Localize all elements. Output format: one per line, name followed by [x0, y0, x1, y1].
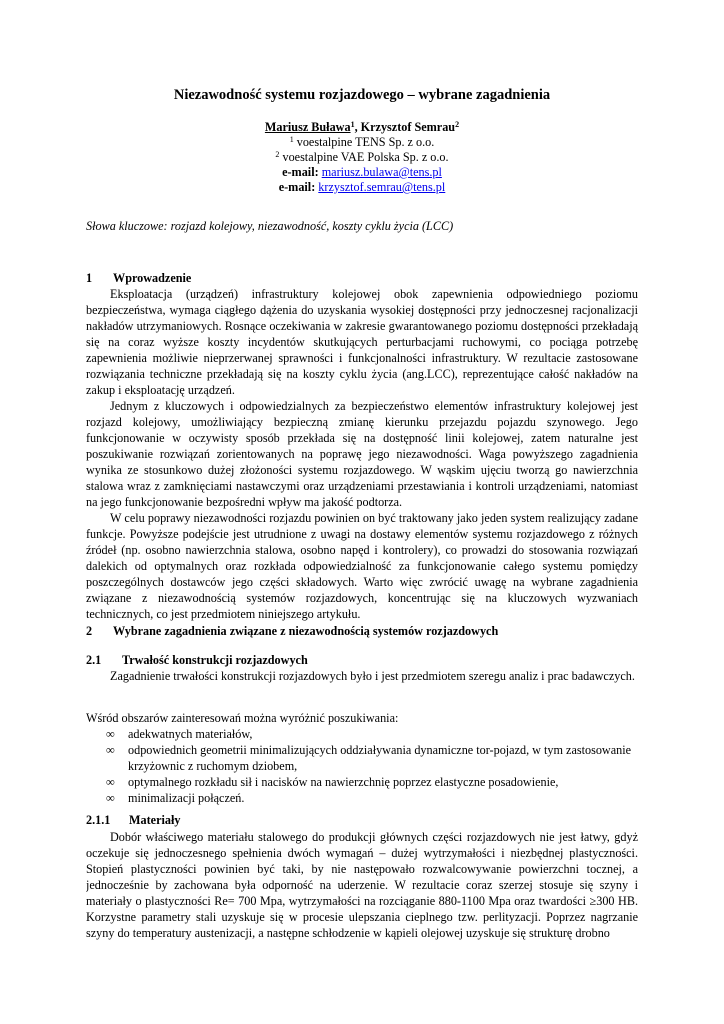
- list-item-text: minimalizacji połączeń.: [128, 791, 245, 805]
- section-number: 2: [86, 624, 93, 638]
- author-names: [0, 120, 724, 135]
- affiliation-2: [0, 150, 724, 165]
- section-2-1-paragraph-2: Wśród obszarów zainteresowań można wyróżnić poszukiwania:: [86, 711, 399, 725]
- research-areas-list: [86, 726, 646, 806]
- affiliation-1-mark: 1: [289, 135, 294, 144]
- affiliation-2-text: voestalpine VAE Polska Sp. z o.o.: [282, 150, 449, 164]
- email-label: e-mail:: [282, 165, 322, 179]
- list-item: [86, 726, 646, 742]
- bullet-icon: ∞: [106, 775, 115, 789]
- list-item: [86, 790, 646, 806]
- author-2-affiliation-mark: 2: [455, 120, 460, 129]
- author-1: Mariusz Buława: [264, 120, 351, 134]
- section-2-1-heading: [86, 652, 308, 668]
- email-label: e-mail:: [278, 180, 319, 194]
- affiliation-1-text: voestalpine TENS Sp. z o.o.: [296, 135, 435, 149]
- list-item-text: odpowiednich geometrii minimalizujących oddziaływania dynamiczne tor-pojazd, w tym zastosowanie krzyżownic z ruchomym dziobem,: [128, 743, 632, 773]
- section-1-heading: [86, 270, 191, 286]
- keywords: Słowa kluczowe: rozjazd kolejowy, niezawodność, koszty cyklu życia (LCC): [86, 219, 454, 233]
- list-item-text: optymalnego rozkładu sił i nacisków na nawierzchnię poprzez elastyczne posadowienie,: [128, 775, 559, 789]
- section-2-heading: [86, 623, 498, 639]
- email-line-1: [0, 165, 724, 180]
- list-item: [86, 774, 646, 790]
- list-item: [86, 742, 646, 774]
- section-2-1-1-paragraph-1: Dobór właściwego materiału stalowego do produkcji głównych części rozjazdowych nie jest łatwy, gdyż oczekuje się jednoczesnego spełnienia dwóch wymagań – dużej wytrzymałości i niezbędnej plastyczności. Stopień plastyczności powinien być taki, by nie następowało rozwalcowywanie powierzchni tocznej, a jednocześnie by zachowana była odporność na uderzenie. W rezultacie coraz szerzej stosuje się szyny i materiały o plastyczności Re= 700 Mpa, wytrzymałości na rozciąganie 880-1100 Mpa oraz twardości ≥300 HB. Korzystne parametry stali uzyskuje się w procesie ulepszania cieplnego tzw. perlityzacji. Poprzez nagrzanie szyny do temperatury austenizacji, a następne schłodzenie w kąpieli olejowej uzyskuje się strukturę drobno: [86, 830, 638, 940]
- bullet-icon: ∞: [106, 727, 115, 741]
- section-title: Wprowadzenie: [113, 271, 192, 285]
- paper-title: Niezawodność systemu rozjazdowego – wybrane zagadnienia: [173, 87, 551, 103]
- affiliation-1: [0, 135, 724, 150]
- author-1-affiliation-mark: 1: [350, 120, 355, 129]
- email-link-2[interactable]: krzysztof.semrau@tens.pl: [318, 180, 446, 194]
- section-1-paragraph-3: W celu poprawy niezawodności rozjazdu powinien on być traktowany jako jeden system realizujący zadane funkcje. Powyższe podejście jest utrudnione z uwagi na dostawy elementów systemu rozjazdowego z różnych źródeł (np. osobno nawierzchnia stalowa, osobno napęd i kontrolery), co prowadzi do stosowania rozwiązań dalekich od optymalnych oraz rozkłada odpowiedzialność za funkcjonowanie całego systemu pomiędzy poszczególnych dostawców jego części składowych. Warto więc zwrócić uwagę na wybrane zagadnienia związane z niezawodnością systemów rozjazdowych, koncentrując się na kluczowych wyzwaniach technicznych, co jest przedmiotem niniejszego artykułu.: [86, 511, 638, 621]
- list-item-text: adekwatnych materiałów,: [128, 727, 253, 741]
- email-link-1[interactable]: mariusz.bulawa@tens.pl: [321, 165, 442, 179]
- section-1-paragraph-1: Eksploatacja (urządzeń) infrastruktury kolejowej obok zapewnienia odpowiedniego poziomu bezpieczeństwa, wymaga ciągłego dążenia do uzyskania wysokiej dostępności przy jednoczesnej racjonalizacji nakładów utrzymaniowych. Rosnące oczekiwania w zakresie gwarantowanego poziomu dostępności przekładają się na coraz wyższe koszty incydentów skutkujących perturbacjami ruchowymi, co pociąga potrzebę zapewnienia możliwie nieprzerwanej sprawności i funkcjonalności infrastruktury. W rezultacie zastosowane rozwiązania techniczne przekładają się na koszty cyklu życia (ang.LCC), reprezentujące całość nakładów na zakup i eksploatację urządzeń.: [86, 287, 638, 397]
- section-1-paragraph-2: Jednym z kluczowych i odpowiedzialnych za bezpieczeństwo elementów infrastruktury kolejowej jest rozjazd kolejowy, umożliwiający bezpieczną zmianę kierunku przejazdu pojazdu szynowego. Jego funkcjonowanie w oczywisty sposób przekłada się na dostępność linii kolejowej, zatem naturalne jest poszukiwanie rozwiązań zorientowanych na poprawę jego niezawodności. Waga powyższego zagadnienia wynika ze stosunkowo dużej złożoności systemu rozjazdowego. W wąskim ujęciu tworzą go nawierzchnia stalowa wraz z zamknięciami nastawczymi oraz urządzeniami przestawiania i kontroli urządzeniami, natomiast na jego funkcjonowanie bezpośredni wpływ ma jakość podtorza.: [86, 399, 638, 509]
- bullet-icon: ∞: [106, 743, 115, 757]
- affiliation-2-mark: 2: [275, 150, 280, 159]
- bullet-icon: ∞: [106, 791, 115, 805]
- section-title: Wybrane zagadnienia związane z niezawodnością systemów rozjazdowych: [113, 624, 499, 638]
- author-separator: ,: [354, 120, 361, 134]
- author-block: [0, 120, 724, 195]
- section-title: Materiały: [129, 813, 181, 827]
- email-line-2: [0, 180, 724, 195]
- section-number: 2.1.1: [86, 813, 111, 827]
- section-2-1-1-heading: [86, 812, 180, 828]
- author-2: Krzysztof Semrau: [360, 120, 456, 134]
- section-title: Trwałość konstrukcji rozjazdowych: [122, 653, 308, 667]
- section-2-1-paragraph-1: Zagadnienie trwałości konstrukcji rozjazdowych było i jest przedmiotem szeregu analiz i prac badawczych.: [110, 669, 635, 683]
- section-number: 1: [86, 271, 93, 285]
- section-number: 2.1: [86, 653, 102, 667]
